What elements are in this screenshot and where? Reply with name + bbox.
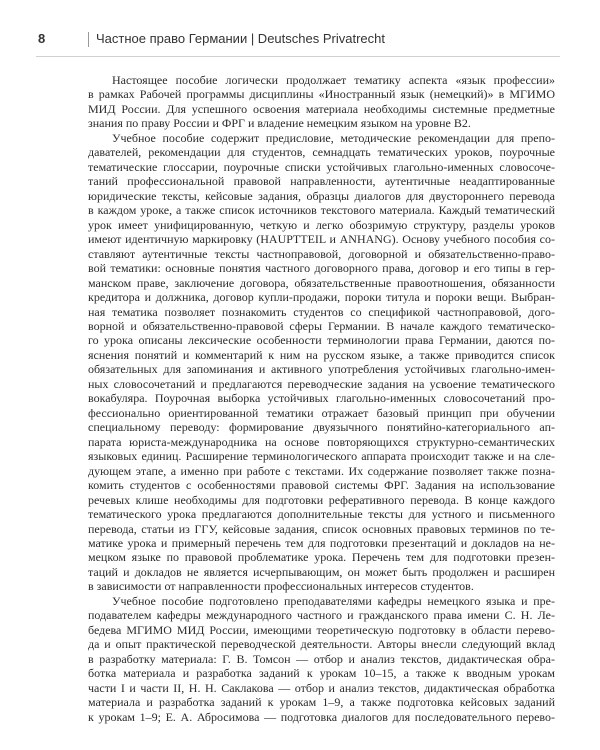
text-line: ставляют аутентичные тексты частноправовой, договорной и обязательственно-право- bbox=[88, 246, 555, 261]
text-line: части I и части II, Н. Н. Саклакова — отбор и анализ текстов, дидактическая обработка bbox=[88, 680, 555, 695]
text-line: бедева МГИМО МИД России, имеющими теоретическую подготовку в области перево- bbox=[88, 622, 555, 637]
text-line: в рамках Рабочей программы дисциплины «Иностранный язык (немецкий)» в МГИМО bbox=[88, 87, 555, 102]
text-line: ворной и обязательственно-правовой сферы Германии. В начале каждого тематическо- bbox=[88, 318, 555, 333]
text-line: мецком языке по правовой проблематике урока. Перечень тем для подготовки презен- bbox=[88, 550, 555, 565]
text-line: обязательных для запоминания и активного употребления устойчивых глагольно-имен- bbox=[88, 362, 555, 377]
text-line: урок имеет унифицированную, четкую и легко обозримую структуру, разделы уроков bbox=[88, 217, 555, 232]
text-line: давателей, рекомендации для студентов, семнадцать тематических уроков, поурочные bbox=[88, 145, 555, 160]
text-line: языковых единиц. Расширение терминологического аппарата происходит также и на сле- bbox=[88, 449, 555, 464]
text-line: вой тематики: основные понятия частного договорного права, договор и его типы в гер- bbox=[88, 261, 555, 276]
text-line: го урока описаны лексические особенности терминологии права Германии, даются по- bbox=[88, 333, 555, 348]
text-line: таний профессиональной правовой направленности, аутентичные неадаптированные bbox=[88, 174, 555, 189]
text-line: в разработку материала: Г. В. Томсон — отбор и анализ текстов, дидактическая обра- bbox=[88, 651, 555, 666]
text-line: знания по праву России и ФРГ и владение немецким языком на уровне В2. bbox=[88, 116, 471, 131]
text-line: фессионально ориентированной тематики отражает базовый принцип при обучении bbox=[88, 405, 555, 420]
text-line: вокабуляра. Поурочная выборка устойчивых глагольно-именных словосочетаний про- bbox=[88, 391, 555, 406]
text-line: матике урока и примерный перечень тем для подготовки презентаций и докладов на не- bbox=[88, 536, 555, 550]
text-line: тематические глоссарии, поурочные списки устойчивых глагольно-именных словосоче- bbox=[88, 159, 555, 174]
header-divider bbox=[88, 32, 89, 47]
header-rule bbox=[36, 56, 560, 57]
text-line: Учебное пособие подготовлено преподавателями кафедры немецкого языка и пре- bbox=[112, 593, 555, 608]
text-line: комить студентов с особенностями правовой системы ФРГ. Задания на использование bbox=[88, 478, 555, 493]
text-line: яснения понятий и комментарий к ним на русском языке, а также приводится список bbox=[88, 347, 555, 362]
text-line: парата юриста-международника на основе повторяющихся структурно-семантических bbox=[88, 434, 555, 449]
text-line: к урокам 1–9; Е. А. Абросимова — подготовка диалогов для последовательного перево- bbox=[88, 709, 555, 724]
text-line: имеют идентичную маркировку (HAUPTTEIL и ANHANG). Основу учебного пособия со- bbox=[88, 232, 555, 247]
page-number: 8 bbox=[38, 31, 46, 46]
text-line: Настоящее пособие логически продолжает тематику аспекта «язык профессии» bbox=[112, 73, 555, 87]
body-text bbox=[88, 73, 555, 724]
text-line: в каждом уроке, а также список источников текстового материала. Каждый тематический bbox=[88, 203, 555, 218]
text-line: ных словосочетаний и предлагаются переводческие задания на усвоение тематического bbox=[88, 376, 555, 391]
text-line: материала и разработка заданий к урокам 1–9, а также подготовка кейсовых заданий bbox=[88, 695, 555, 710]
text-line: юридические тексты, кейсовые задания, образцы диалогов для двустороннего перевода bbox=[88, 188, 555, 203]
text-line: манском праве, заключение договора, обязательственные правоотношения, обязанности bbox=[88, 275, 555, 290]
text-line: да и опыт практической переводческой деятельности. Авторы внесли следующий вклад bbox=[88, 637, 555, 652]
text-line: ная тематика позволяет познакомить студентов со спецификой частноправовой, дого- bbox=[88, 304, 555, 319]
text-line: речевых клише необходимы для подготовки реферативного перевода. В конце каждого bbox=[88, 492, 555, 507]
text-line: кредитора и должника, договор купли-продажи, пороки титула и пороки вещи. Выбран- bbox=[88, 290, 555, 305]
running-header bbox=[36, 31, 560, 51]
text-line: Учебное пособие содержит предисловие, методические рекомендации для препо- bbox=[112, 130, 555, 145]
running-title: Частное право Германии | Deutsches Privatrecht bbox=[96, 31, 385, 46]
text-line: перевода, статьи из ГГУ, кейсовые задания, список основных правовых терминов по те- bbox=[88, 521, 555, 536]
text-line: МИД России. Для успешного освоения материала необходимы системные предметные bbox=[88, 101, 555, 116]
paragraph bbox=[88, 594, 555, 724]
text-line: тематического урока предлагаются дополнительные тексты для устного и письменного bbox=[88, 507, 555, 522]
text-line: специальному переводу: формирование двуязычного понятийно-категориального ап- bbox=[88, 420, 555, 435]
text-line: подавателем кафедры международного частного и гражданского права имени С. Н. Ле- bbox=[88, 608, 555, 623]
text-line: ботка материала и разработка заданий к урокам 10–15, а также к вводным урокам bbox=[88, 666, 555, 681]
text-line: в зависимости от направленности профессиональных интересов студентов. bbox=[88, 579, 474, 594]
paragraph bbox=[88, 131, 555, 594]
text-line: таций и докладов не является исчерпывающим, он может быть продолжен и расширен bbox=[88, 564, 555, 579]
text-line: дующем этапе, а именно при работе с текстами. Их содержание позволяет также позна- bbox=[88, 463, 555, 478]
paragraph bbox=[88, 73, 555, 131]
